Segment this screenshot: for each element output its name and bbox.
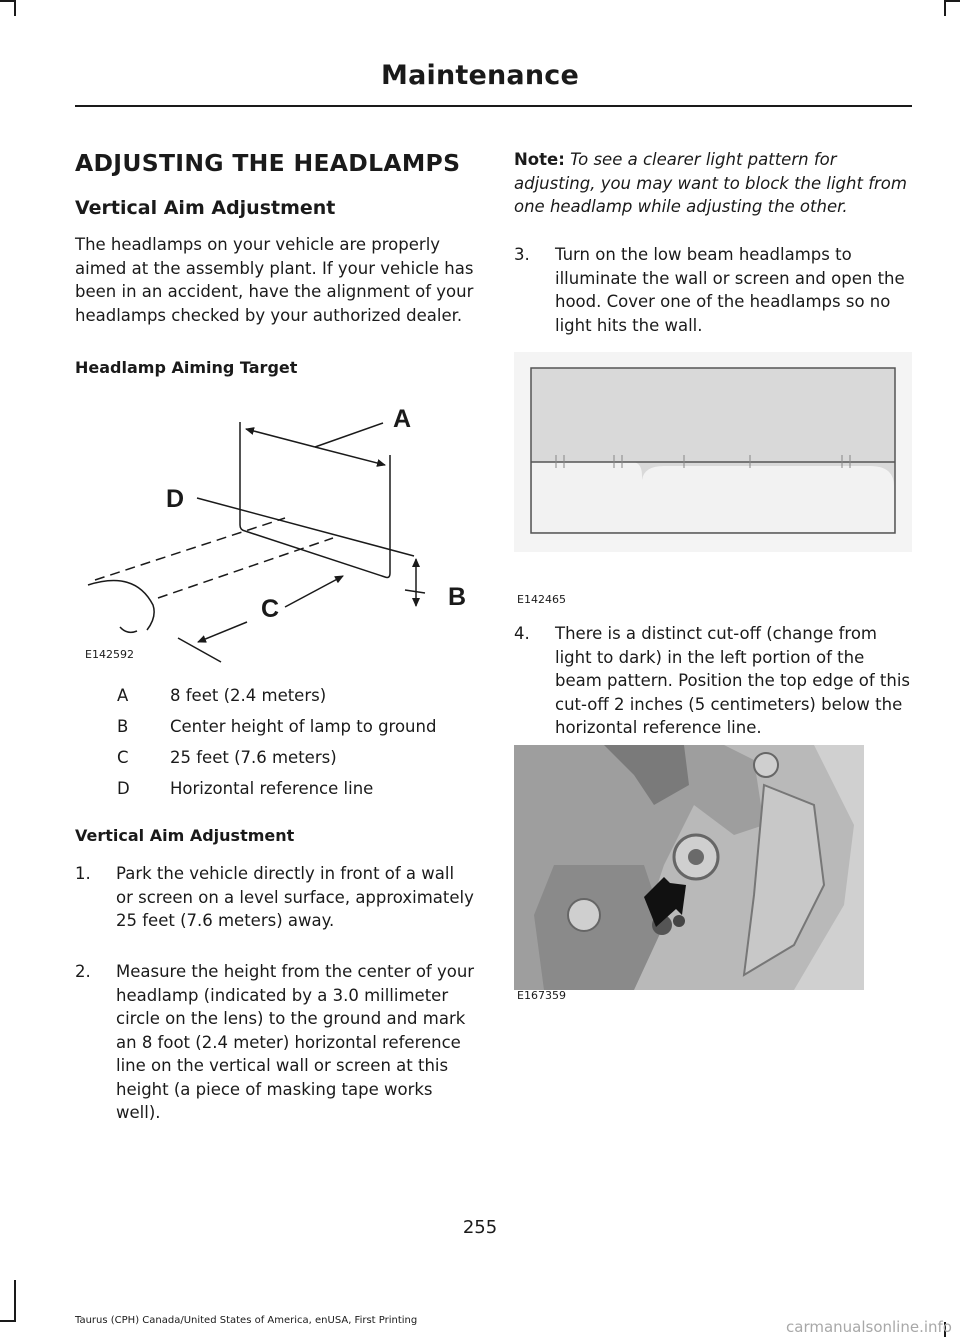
- steps-heading: Vertical Aim Adjustment: [75, 826, 295, 845]
- crop-mark: [944, 0, 946, 16]
- note-paragraph: [514, 148, 912, 219]
- step-text: Park the vehicle directly in front of a wall or screen on a level surface, approximately 25 feet (7.6 meters) away.: [116, 864, 474, 930]
- figure-code: E167359: [517, 989, 566, 1002]
- step-text: Measure the height from the center of your headlamp (indicated by a 3.0 millimeter circle on the lens) to the ground and mark an 8 foot (2.4 meter) horizontal reference line on the vertical wall or screen at this height (a piece of masking tape works well).: [116, 962, 475, 1122]
- page-title: Maintenance: [381, 60, 579, 91]
- dimension-arrow-c: [198, 622, 247, 642]
- legend-value: Center height of lamp to ground: [170, 717, 437, 736]
- target-heading: Headlamp Aiming Target: [75, 358, 298, 377]
- legend-value: Horizontal reference line: [170, 779, 374, 798]
- subsection-heading: Vertical Aim Adjustment: [75, 197, 336, 219]
- legend-key: A: [117, 686, 129, 705]
- label-b: B: [448, 583, 467, 611]
- page-number: 255: [462, 1217, 498, 1238]
- beam-pattern: [532, 462, 894, 532]
- vehicle-outline: [120, 627, 137, 632]
- note-label: Note:: [514, 150, 565, 169]
- dimension-arrow-a: [246, 429, 315, 447]
- crop-mark: [944, 0, 960, 2]
- headlamp-adjuster-figure: [514, 745, 912, 1010]
- figure-code: E142592: [85, 648, 134, 661]
- dimension-arrow-a: [315, 447, 385, 465]
- legend-value: 8 feet (2.4 meters): [170, 686, 327, 705]
- intro-paragraph: The headlamps on your vehicle are properly aimed at the assembly plant. If your vehicle has been in an accident, have the alignment of your headlamps checked by your authorized dealer.: [75, 235, 474, 325]
- reference-line: [197, 498, 414, 556]
- legend-key: B: [117, 717, 129, 736]
- step-text: There is a distinct cut-off (change from light to dark) in the left portion of the beam pattern. Position the top edge of this cut-off 2 inches (5 centimeters) below the horizontal reference line.: [555, 624, 911, 737]
- headlamp-aiming-target-figure: [75, 395, 475, 670]
- legend-value: 25 feet (7.6 meters): [170, 748, 337, 767]
- leader-line-a: [315, 423, 383, 447]
- beam-line: [95, 518, 285, 580]
- crop-mark: [14, 1280, 16, 1322]
- header-rule: [75, 105, 912, 107]
- wall-panel: [240, 422, 390, 578]
- step-number: 3.: [514, 245, 530, 264]
- legend-key: C: [117, 748, 129, 767]
- note-text: To see a clearer light pattern for adjusting, you may want to block the light from one headlamp while adjusting the other.: [514, 150, 907, 216]
- footer-text: Taurus (CPH) Canada/United States of America, enUSA, First Printing: [75, 1315, 418, 1326]
- beam-pattern-figure: [514, 352, 912, 612]
- section-heading: ADJUSTING THE HEADLAMPS: [75, 149, 461, 177]
- legend-key: D: [117, 779, 130, 798]
- leader-line-b: [405, 590, 425, 593]
- crop-mark: [0, 1320, 16, 1322]
- step-number: 2.: [75, 962, 91, 981]
- step-number: 4.: [514, 624, 530, 643]
- label-c: C: [261, 595, 280, 623]
- vehicle-outline: [88, 581, 154, 631]
- beam-line: [158, 538, 333, 598]
- watermark: carmanualsonline.info: [786, 1318, 952, 1336]
- dimension-arrow-c: [285, 576, 343, 607]
- step-number: 1.: [75, 864, 91, 883]
- label-a: A: [393, 405, 412, 433]
- crop-mark: [14, 0, 16, 16]
- label-d: D: [166, 485, 185, 513]
- step-text: Turn on the low beam headlamps to illuminate the wall or screen and open the hood. Cover one of the headlamps so no light hits the wall.: [555, 245, 905, 335]
- figure-code: E142465: [517, 593, 566, 606]
